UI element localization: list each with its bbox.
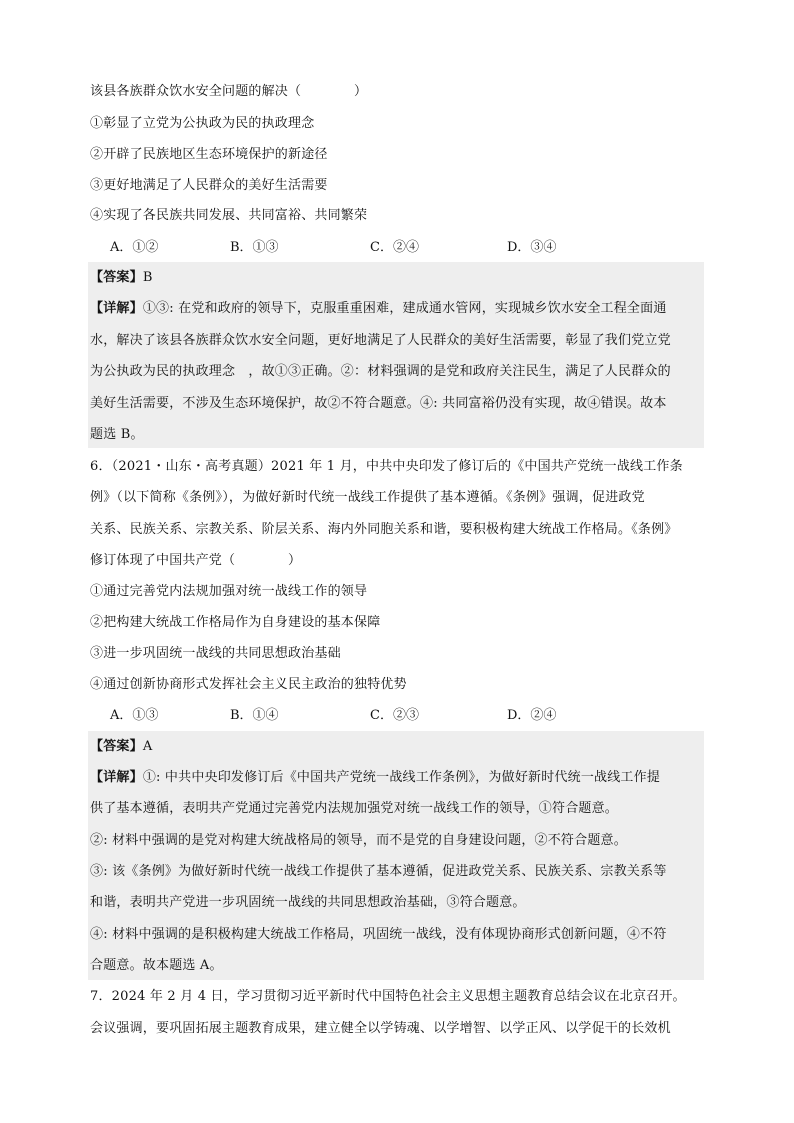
q5-answer-block: [88, 262, 704, 448]
q6-item-1: ①通过完善党内法规加强对统一战线工作的领导: [90, 584, 368, 599]
q6-item-2: ②把构建大统战工作格局作为自身建设的基本保障: [90, 615, 381, 630]
q7-stem-line-1: 7．2024 年 2 月 4 日，学习贯彻习近平新时代中国特色社会主义思想主题教育总结会议在北京召开。: [90, 989, 686, 1004]
q5-option-d: D．③④: [507, 240, 557, 255]
q5-item-1: ①彰显了立党为公执政为民的执政理念: [90, 116, 315, 131]
answer-label: 【答案】: [90, 270, 143, 285]
q6-detail-line-1: 【详解】①: 中共中央印发修订后《中国共产党统一战线工作条例》，为做好新时代统一战线工作提: [90, 770, 661, 785]
q5-detail-line-5: 题选 B。: [90, 427, 144, 442]
q6-item-4: ④通过创新协商形式发挥社会主义民主政治的独特优势: [90, 677, 407, 692]
q6-detail-line-6: ④: 材料中强调的是积极构建大统战工作格局，巩固统一战线，没有体现协商形式创新问题，④不符: [90, 927, 667, 942]
q6-detail-line-5: 和谐，表明共产党进一步巩固统一战线的共同思想政治基础，③符合题意。: [90, 895, 526, 910]
q5-item-3: ③更好地满足了人民群众的美好生活需要: [90, 178, 328, 193]
answer-label: 【答案】: [90, 739, 143, 754]
q5-stem-tail: 该县各族群众饮水安全问题的解决（ ）: [90, 84, 368, 99]
q5-item-4: ④实现了各民族共同发展、共同富裕、共同繁荣: [90, 208, 368, 223]
q7-stem-line-2: 会议强调，要巩固拓展主题教育成果，建立健全以学铸魂、以学增智、以学正风、以学促干的长效机: [90, 1021, 671, 1036]
q5-detail-line-3: 为公执政为民的执政理念 ，故①③正确。②：材料强调的是党和政府关注民生，满足了人民群众的: [90, 364, 671, 379]
q5-detail-line-4: 美好生活需要，不涉及生态环境保护，故②不符合题意。④: 共同富裕仍没有实现，故④错误。故本: [90, 396, 667, 411]
q5-option-c: C．②④: [370, 240, 419, 255]
q6-detail-line-4: ③: 该《条例》为做好新时代统一战线工作提供了基本遵循，促进政党关系、民族关系、宗教关系等: [90, 864, 667, 879]
q6-detail-line-2: 供了基本遵循，表明共产党通过完善党内法规加强党对统一战线工作的领导，①符合题意。: [90, 801, 619, 816]
q6-option-a: A．①③: [110, 708, 159, 723]
q6-detail-line-7: 合题意。故本题选 A。: [90, 958, 223, 973]
q5-item-2: ②开辟了民族地区生态环境保护的新途径: [90, 147, 328, 162]
answer-value: B: [142, 270, 153, 285]
q6-stem-line-4: 修订体现了中国共产党（ ）: [90, 553, 302, 568]
q6-answer: [90, 739, 152, 755]
q6-detail-line-3: ②: 材料中强调的是党对构建大统战格局的领导，而不是党的自身建设问题，②不符合题意。: [90, 833, 627, 848]
q5-detail-line-2: 水，解决了该县各族群众饮水安全问题，更好地满足了人民群众的美好生活需要，彰显了我们党立党: [90, 333, 671, 348]
q6-option-b: B．①④: [230, 708, 279, 723]
detail-label: 【详解】: [90, 770, 143, 785]
q5-detail-line-1: 【详解】①③: 在党和政府的领导下，克服重重困难，建成通水管网，实现城乡饮水安全工程全面通: [90, 301, 667, 316]
q5-option-a: A．①②: [110, 240, 159, 255]
q6-item-3: ③进一步巩固统一战线的共同思想政治基础: [90, 646, 341, 661]
q6-stem-line-3: 关系、民族关系、宗教关系、阶层关系、海内外同胞关系和谐，要积极构建大统战工作格局。《条例》: [90, 522, 678, 537]
q6-option-c: C．②③: [370, 708, 419, 723]
answer-value: A: [142, 739, 153, 754]
q5-option-b: B．①③: [230, 240, 279, 255]
q6-stem-line-2: 例》（以下简称《条例》），为做好新时代统一战线工作提供了基本遵循。《条例》强调，促进政党: [90, 490, 645, 505]
q5-answer: [90, 270, 153, 286]
detail-label: 【详解】: [90, 301, 143, 316]
q6-stem-line-1: 6．（2021・山东・高考真题）2021 年 1 月，中共中央印发了修订后的《中国共产党统一战线工作条: [90, 459, 683, 474]
q6-option-d: D．②④: [507, 708, 557, 723]
